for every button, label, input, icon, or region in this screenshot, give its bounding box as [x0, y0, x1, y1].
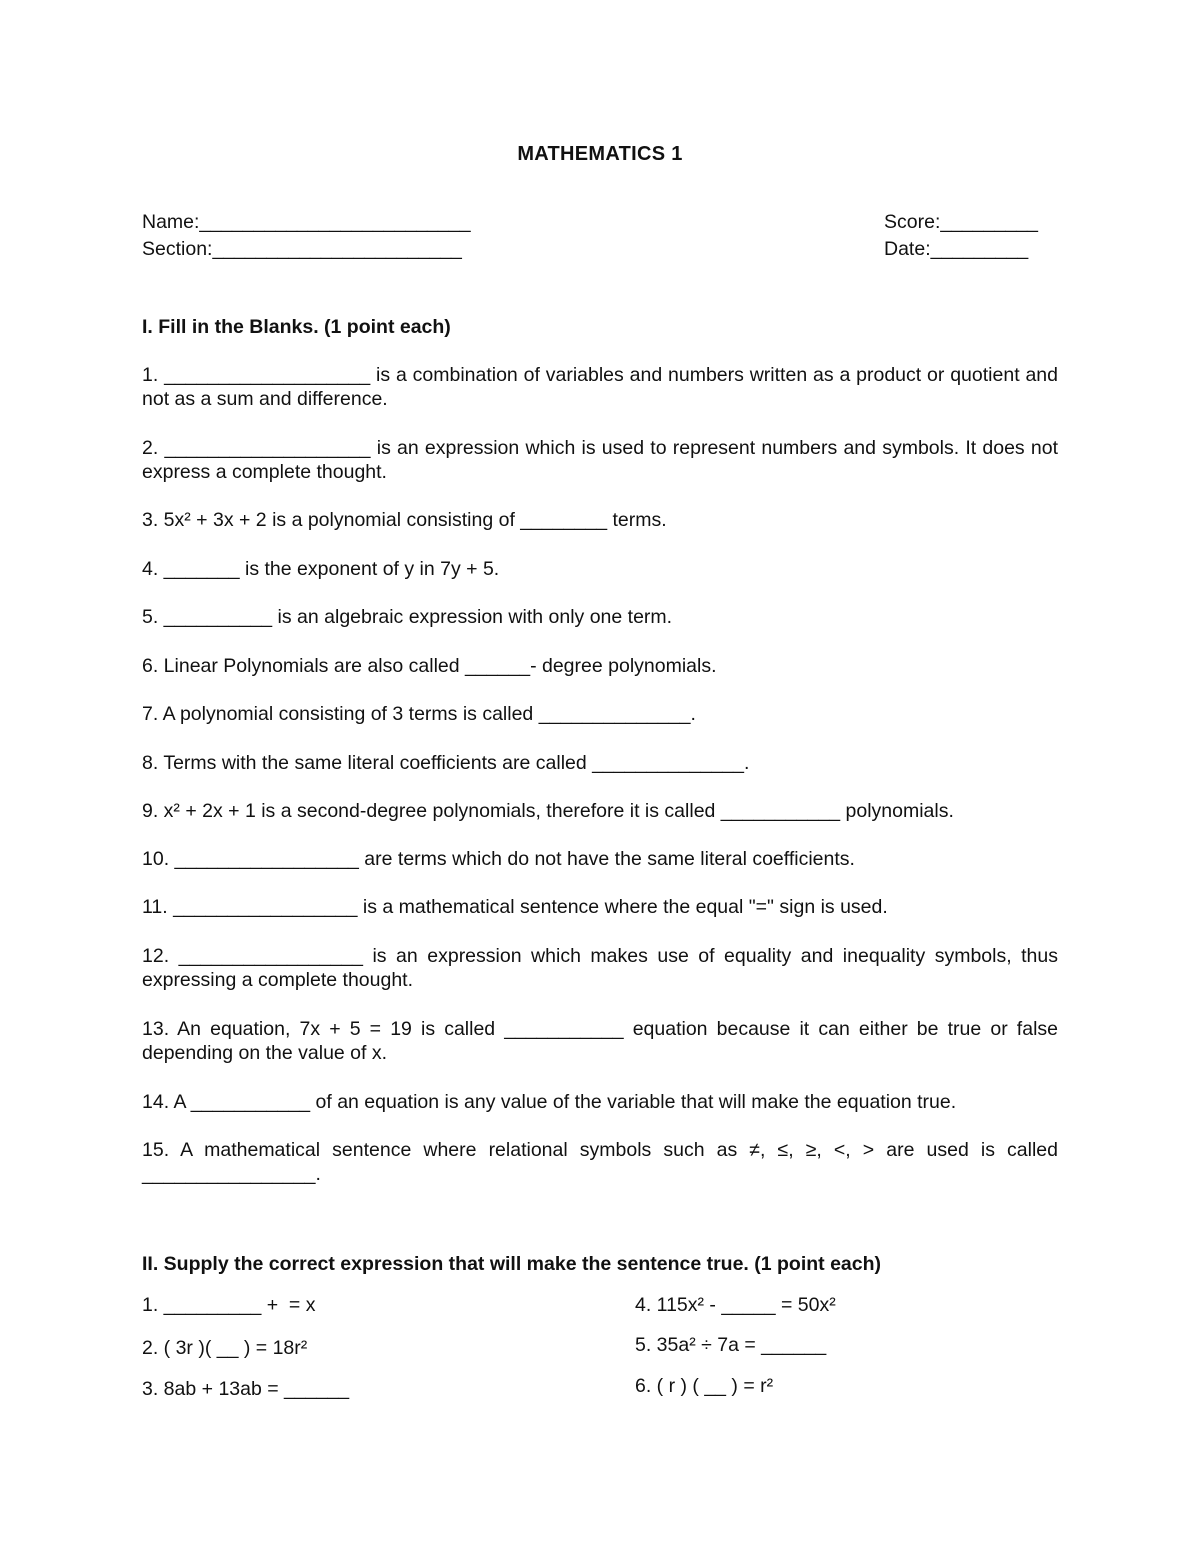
question-item: 13. An equation, 7x + 5 = 19 is called ___________ equation because it can either be true or false depending on the value of x. [142, 1018, 1058, 1064]
question-item: 9. x² + 2x + 1 is a second-degree polynomials, therefore it is called ___________ polynomials. [142, 800, 954, 822]
question-item: 10. _________________ are terms which do not have the same literal coefficients. [142, 848, 855, 870]
expression-item: 2. ( 3r )( __ ) = 18r² [142, 1337, 308, 1359]
date-field: Date:_________ [884, 238, 1029, 260]
score-field: Score:_________ [884, 211, 1038, 233]
expression-item: 1. _________ + = x [142, 1294, 316, 1316]
question-item: 7. A polynomial consisting of 3 terms is called ______________. [142, 703, 696, 725]
question-item: 12. _________________ is an expression which makes use of equality and inequality symbols, thus expressing a complete thought. [142, 945, 1058, 991]
section-field: Section:_______________________ [142, 238, 462, 260]
question-item: 14. A ___________ of an equation is any value of the variable that will make the equation true. [142, 1091, 957, 1113]
question-item: 5. __________ is an algebraic expression with only one term. [142, 606, 673, 628]
question-item: 6. Linear Polynomials are also called ______- degree polynomials. [142, 655, 717, 677]
part1-heading: I. Fill in the Blanks. (1 point each) [142, 316, 451, 338]
name-field: Name:_________________________ [142, 211, 471, 233]
question-item: 8. Terms with the same literal coefficients are called ______________. [142, 752, 750, 774]
question-item: 3. 5x² + 3x + 2 is a polynomial consisting of ________ terms. [142, 509, 667, 531]
question-item: 4. _______ is the exponent of y in 7y + 5. [142, 558, 500, 580]
expression-item: 5. 35a² ÷ 7a = ______ [635, 1334, 827, 1356]
expression-item: 6. ( r ) ( __ ) = r² [635, 1375, 774, 1397]
part2-heading: II. Supply the correct expression that will make the sentence true. (1 point each) [142, 1253, 882, 1275]
question-item: 1. ___________________ is a combination of variables and numbers written as a product or quotient and not as a sum and difference. [142, 364, 1058, 410]
question-item: 2. ___________________ is an expression which is used to represent numbers and symbols. It does not express a complete thought. [142, 437, 1058, 483]
expression-item: 3. 8ab + 13ab = ______ [142, 1378, 350, 1400]
expression-item: 4. 115x² - _____ = 50x² [635, 1294, 836, 1316]
question-item: 11. _________________ is a mathematical sentence where the equal "=" sign is used. [142, 896, 888, 918]
page-title: MATHEMATICS 1 [517, 143, 683, 165]
question-item: 15. A mathematical sentence where relational symbols such as ≠, ≤, ≥, <, > are used is called ________________. [142, 1139, 1058, 1185]
